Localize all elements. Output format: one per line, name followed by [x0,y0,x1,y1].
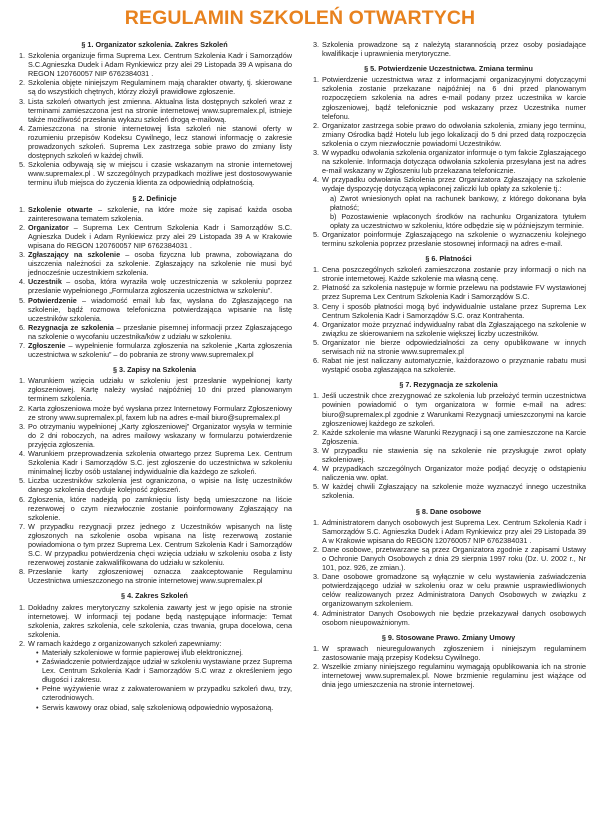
section-1-heading: § 1. Organizator szkolenia. Zakres Szkoleń [81,40,228,49]
sub-item: a) Zwrot wniesionych opłat na rachunek bankowy, z którego dokonana była płatność; [330,193,586,212]
definition-term: Rezygnacja ze szkolenia [28,322,114,332]
section-8-heading: § 8. Dane osobowe [415,506,482,516]
list-item: 5. Organizator nie bierze odpowiedzialności za ceny opublikowane w innych serwisach niż na stronie www.supremalex.pl [321,338,586,356]
definition-text: – przesłanie pisemnej informacji przez Zgłaszającego na szkolenie o wycofaniu uczestnika/ków z udziału w szkoleniu. [28,322,292,341]
list-item: 3. Ceny i sposób płatności mogą być indywidualnie ustalane przez Suprema Lex Centrum Szkolenia Kadr i Samorządów S.C. oraz Kontrahenta. [321,302,586,320]
bullet-item: • Materiały szkoleniowe w formie papierowej i/lub elektronicznej. [36,648,292,657]
list-item: 4. Administrator Danych Osobowych nie będzie przekazywał danych osobowych osobom nieupoważnionym. [321,609,586,627]
list-item-text: W ramach każdego z organizowanych szkoleń zapewniamy: [28,638,222,648]
section-2-heading: § 2. Definicje [132,193,177,203]
section-5-list [311,75,586,248]
sub-item: b) Pozostawienie wpłaconych środków na rachunku Organizatora tytułem opłaty za uczestnictwo w szkoleniu, które odbędzie się w późniejszym terminie. [330,211,586,230]
list-item: 1. W sprawach nieuregulowanych zgłoszeniem i niniejszym regulaminem zastosowanie mają przepisy Kodeksu Cywilnego. [321,644,586,662]
list-item: 6. Zgłoszenia, które nadejdą po zamknięciu listy będą umieszczone na liście rezerwowej o czym niezwłocznie zostanie poinformowany Zgłaszający na szkolenie. [27,495,292,522]
list-item: 5. Liczba uczestników szkolenia jest ograniczona, o wpisie na listę uczestników danego szkolenia decyduje kolejność zgłoszeń. [27,476,292,494]
definition-term: Zgłaszający na szkolenie [28,250,121,260]
list-item: 5. Szkolenia odbywają się w miejscu i czasie wskazanym na stronie internetowej www.supremalex.pl . W szczególnych przypadkach możliwe jest dostosowywanie terminu i/lub miejsca do życzenia klienta za odpowiednią odpłatnością. [27,160,292,187]
right-column [311,40,586,689]
section-7-heading: § 7. Rezygnacja ze szkolenia [399,380,498,390]
list-item-text: W przypadku odwołania Szkolenia przez Organizatora Zgłaszający na szkolenie wydaje dyspozycję dotyczącą wpłaconej zaliczki lub opłaty za szkolenie tj.: [322,175,586,194]
list-item: 2. Każde szkolenie ma własne Warunki Rezygnacji i są one zamieszczone na Karcie Zgłoszenia. [321,428,586,446]
left-column [17,40,292,712]
definition-term: Potwierdzenie [28,295,77,305]
list-item [321,175,586,230]
list-item: 1. Cena poszczególnych szkoleń zamieszczona zostanie przy informacji o nich na stronie internetowej. Każde szkolenie ma własną cenę. [321,265,586,283]
list-item: 4. Zamieszczona na stronie internetowej lista szkoleń nie stanowi oferty w rozumieniu przepisów Kodeksu Cywilnego, lecz stanowi informację o zakresie prowadzonych szkoleń. Suprema Lex zastrzega sobie prawo do zmiany listy dostępnych szkoleń w każdej chwili. [27,124,292,160]
list-item: 2. Szkolenia objęte niniejszym Regulaminem mają charakter otwarty, tj. skierowane są do wszystkich chętnych, którzy złożyli prawidłowe zgłoszenie. [27,78,292,96]
list-item: 4. W przypadkach szczególnych Organizator może podjąć decyzję o odstąpieniu naliczenia ww. opłat. [321,464,586,482]
section-3-list [17,376,292,585]
section-2-list [17,205,292,360]
definition-term: Szkolenie otwarte [28,204,93,214]
section-4-continued-list [311,40,586,58]
definition-text: – Suprema Lex Centrum Szkolenia Kadr i Samorządów S.C. Agnieszka Dudek i Adam Rynkiewicz przy alei 29 Listopada 39 A w Krakowie wpisana do REGON 120760057 NIP 6762384031 . [28,222,292,250]
definition-term: Uczestnik [28,277,62,287]
list-item: 1. Warunkiem wzięcia udziału w szkoleniu jest przesłanie wypełnionej karty zgłoszeniowej. Kartę należy wysłać najpóźniej 10 dni przed planowanym terminem szkolenia. [27,376,292,403]
section-8-list [311,518,586,627]
list-item: 1. Szkolenia organizuje firma Suprema Lex. Centrum Szkolenia Kadr i Samorządów S.C.Agnieszka Dudek i Adam Rynkiewicz przy alei 29 Listopada 39 A wpisana do REGON 120760057 NIP 6762384031 . [27,51,292,78]
section-5-subitems [322,194,586,230]
list-item: 1. Administratorem danych osobowych jest Suprema Lex. Centrum Szkolenia Kadr i Samorządów S.C. Agnieszka Dudek i Adam Rynkiewicz przy alei 29 Listopada 39 A w Krakowie wpisana do REGON 120760057 NIP 6762384031 . [321,518,586,545]
section-1-list [17,51,292,187]
section-7-list [311,391,586,500]
section-6-list [311,265,586,374]
list-item: 8. Przesłanie karty zgłoszeniowej oznacza zaakceptowanie Regulaminu Uczestnictwa umieszczonego na stronie internetowej www.supremalex.pl [27,567,292,585]
list-item: 3. W przypadku nie stawienia się na szkolenie nie przysługuje zwrot opłaty szkoleniowej. [321,446,586,464]
definition-item [27,277,292,295]
list-item: 2. Karta zgłoszeniowa może być wysłana przez Internetowy Formularz Zgłoszeniowy ze strony www.supremalex.pl, faxem lub na adres e-mail biuro@supremalex.pl [27,404,292,422]
list-item: 7. W przypadku rezygnacji przez jednego z Uczestników wpisanych na listę zgłoszonych na szkolenie osoba wpisana na listę rezerwową zostanie powiadomiona o tym przez Suprema Lex. Centrum Szkolenia Kadr i Samorządów S.C. W przypadku potwierdzenia chęci wzięcia udziału w szkoleniu osoba z listy rezerwowej zostanie zakwalifikowana do udziału w szkoleniu. [27,522,292,567]
list-item: 5. Organizator poinformuje Zgłaszającego na szkolenie o wyznaczeniu kolejnego terminu szkolenia poprzez przesłanie stosownej informacji na adres e-mail. [321,230,586,248]
list-item: 3. Po otrzymaniu wypełnionej „Karty zgłoszeniowej” Organizator wysyła w terminie do 2 dni roboczych, na adres mailowy wskazany w formularzu potwierdzenie przyjęcia zgłoszenia. [27,422,292,449]
list-item: 4. Warunkiem przeprowadzenia szkolenia otwartego przez Suprema Lex. Centrum Szkolenia Kadr i Samorządów S.C. jest zgłoszenie do uczestnictwa w szkoleniu minimalnej liczby osób ustalanej indywidualnie dla każdego ze szkoleń. [27,449,292,476]
definition-text: – wypełnienie formularza zgłoszenia na szkolenie „Karta zgłoszenia uczestnictwa w szkoleniu” – do pobrania ze strony www.supremalex.pl [28,341,292,360]
definition-text: – szkolenie, na które może się zapisać każda osoba zainteresowana tematem szkolenia. [28,204,292,223]
definition-text: – wiadomość email lub fax, wysłana do Zgłaszającego na szkolenie, bądź rozmowa telefoniczna potwierdzająca wpisanie na listę uczestników szkolenia. [28,295,292,323]
section-5-heading: § 5. Potwierdzenie Uczestnictwa. Zmiana terminu [364,64,533,74]
list-item: 3. Lista szkoleń otwartych jest zmienna. Aktualna lista dostępnych szkoleń wraz z terminami zamieszczona jest na stronie internetowej www.supremalex.pl, istnieje także możliwość przesłania wykazu szkoleń drogą e-mailową. [27,97,292,124]
definition-item [27,223,292,250]
list-item: 5. W każdej chwili Zgłaszający na szkolenie może wyznaczyć innego uczestnika szkolenia. [321,482,586,500]
page-title: REGULAMIN SZKOLEŃ OTWARTYCH [124,7,476,29]
list-item: 3. Szkolenia prowadzone są z należytą starannością przez osoby posiadające kwalifikacje i uprawnienia merytoryczne. [321,40,586,58]
section-4-list [17,603,292,712]
list-item: 1. Potwierdzenie uczestnictwa wraz z informacjami organizacyjnymi dotyczącymi szkolenia zostanie przekazane najpóźniej na 6 dni przed planowanym rozpoczęciem szkolenia na adres e-mail podany przez uczestnika w karcie zgłoszeniowej, bądź telefonicznie pod wskazany przez Uczestnika numer telefonu. [321,75,586,120]
definition-item [27,296,292,323]
section-4-bullets [28,648,292,712]
definition-term: Zgłoszenie [28,341,66,350]
list-item: 2. Wszelkie zmiany niniejszego regulaminu wymagają opublikowania ich na stronie internetowej www.supremalex.pl. Nowe brzmienie regulaminu jest wiążące od dnia jego umieszczenia na stronie internetowej. [321,662,586,689]
list-item: 4. Organizator może przyznać indywidualny rabat dla Zgłaszającego na szkolenie w związku ze skierowaniem na szkolenie większej liczby uczestników. [321,320,586,338]
list-item: 6. Rabat nie jest naliczany automatycznie, każdorazowo o przyznanie rabatu musi wystąpić osoba zgłaszająca na szkolenie. [321,356,586,374]
definition-item [27,323,292,341]
list-item: 2. Dane osobowe, przetwarzane są przez Organizatora zgodnie z zapisami Ustawy o Ochronie Danych Osobowych z dnia 29 sierpnia 1997 roku (Dz. U. 2002 r., Nr 101, poz. 926, ze zmian.). [321,545,586,572]
list-item: 3. Dane osobowe gromadzone są wyłącznie w celu wystawienia zaświadczenia potwierdzającego udział w szkoleniu oraz w celu prawnie usprawiedliwionych celów realizowanych przez Administratora Danych Osobowych w związku z organizowanym szkoleniem. [321,572,586,608]
definition-term: Organizator [28,222,69,232]
section-4-heading: § 4. Zakres Szkoleń [121,591,188,601]
section-3-heading: § 3. Zapisy na Szkolenia [112,365,196,375]
list-item: 1. Jeśli uczestnik chce zrezygnować ze szkolenia lub przełożyć termin uczestnictwa powinien powiadomić o tym organizatora w formie e-mail na adres: biuro@supremalex.pl zgodnie z Warunkami Rezygnacji umieszczonymi na karcie zgłoszeniowej każdego ze szkoleń. [321,391,586,427]
bullet-item: • Zaświadczenie potwierdzające udział w szkoleniu wystawiane przez Suprema Lex. Centrum Szkolenia Kadr i Samorządów S.C wraz z określeniem jego długości i zakresu. [36,657,292,684]
list-item: 1. Dokładny zakres merytoryczny szkolenia zawarty jest w jego opisie na stronie internetowej. W informacji tej podane będą następujące informacje: Temat szkolenia, zakres szkolenia, cele szkolenia, czas trwania, grupa docelowa, cena szkolenia. [27,603,292,639]
list-item: 3. W wypadku odwołania szkolenia organizator informuje o tym fakcie Zgłaszającego na szkolenie. Informacja dotycząca odwołania szkolenia przesyłana jest na adres e-mail wskazany w Zgłoszeniu lub przekazana telefonicznie. [321,148,586,175]
definition-text: – osoba, która wyraziła wolę uczestniczenia w szkoleniu poprzez przesłanie wypełnionego „Formularza zgłoszenia uczestnictwa w szkoleniu”. [28,277,292,296]
definition-item [27,250,292,277]
definition-item [27,205,292,223]
bullet-item: • Serwis kawowy oraz obiad, salę szkoleniową odpowiednio wyposażoną. [36,703,292,712]
section-6-heading: § 6. Płatności [425,254,472,264]
definition-item [27,341,292,359]
section-9-heading: § 9. Stosowane Prawo. Zmiany Umowy [381,632,516,642]
list-item [27,639,292,712]
section-9-list [311,644,586,689]
list-item: 2. Płatność za szkolenia następuje w formie przelewu na podstawie FV wystawionej przez Suprema Lex Centrum Szkolenia Kadr i Samorządów S.C. [321,283,586,301]
list-item: 2. Organizator zastrzega sobie prawo do odwołania szkolenia, zmiany jego terminu, zmiany Ośrodka bądź Hotelu lub jego lokalizacji do 5 dni przed datą rozpoczęcia szkolenia o czym niezwłocznie powiadomi Uczestników. [321,121,586,148]
definition-text: – osoba fizyczna lub prawna, zobowiązana do uiszczenia należności za szkolenie. Zgłaszający na szkolenie nie musi być jednocześnie uczestnikiem szkolenia. [28,250,292,278]
bullet-item: • Pełne wyżywienie wraz z zakwaterowaniem w przypadku szkoleń dwu, trzy, czterodniowych. [36,684,292,702]
